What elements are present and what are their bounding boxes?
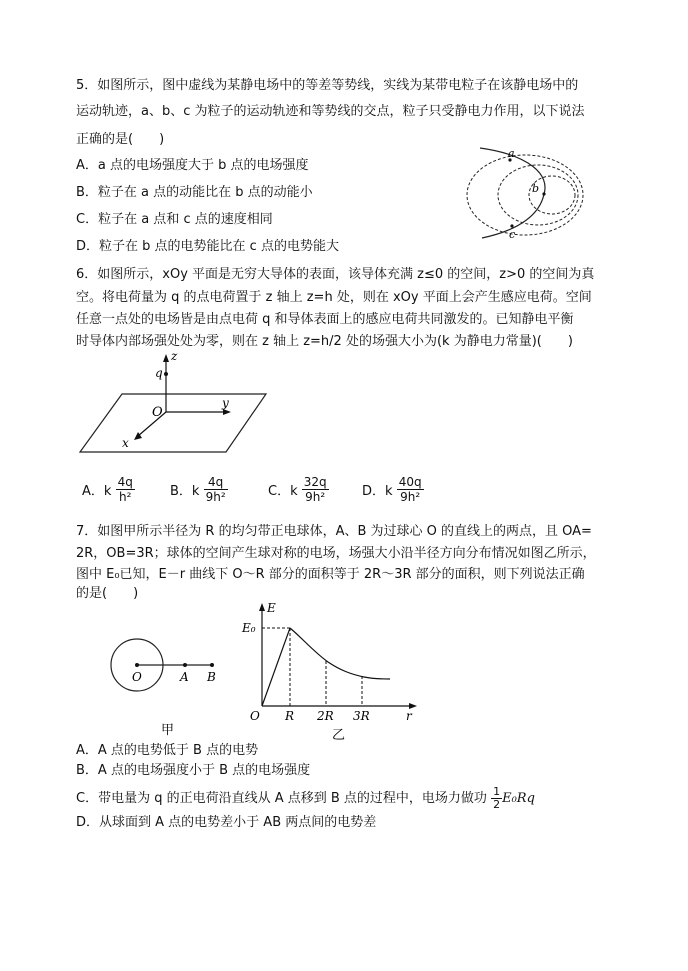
q6-choice-d xyxy=(362,475,424,504)
q6-choice-c-label: C．k xyxy=(268,484,298,499)
q7-option-c xyxy=(76,786,535,811)
point-a-dot xyxy=(183,663,187,667)
q7-option-c-tail: E₀Rq xyxy=(502,791,535,806)
q6-choice-a xyxy=(82,475,135,504)
q7-option-c-text: C．带电量为 q 的正电荷沿直线从 A 点移到 B 点的过程中，电场力做功 xyxy=(76,791,487,806)
origin-label: O xyxy=(250,709,260,723)
q6-stem-line2: 空。将电荷量为 q 的点电荷置于 z 轴上 z=h 处，则在 xOy 平面上会产生感应电荷。空间 xyxy=(76,290,592,305)
q6-choice-b-label: B．k xyxy=(170,484,200,499)
q6-choice-b-fraction: $\frac{4q}{\text{9h²}}$ xyxy=(205,475,226,504)
charge-q-dot xyxy=(164,372,168,376)
q5-figure xyxy=(460,130,600,250)
point-b-dot xyxy=(542,192,545,195)
q6-choice-a-fraction: $\frac{4q}{\text{h²}}$ xyxy=(117,475,133,504)
q6-choice-b xyxy=(170,475,228,504)
q6-choice-c xyxy=(268,475,329,504)
q7-stem-line3: 图中 E₀已知，E－r 曲线下 O～R 部分的面积等于 2R～3R 部分的面积，则下列说法正确 xyxy=(76,567,585,582)
point-b-label: B xyxy=(207,670,216,684)
center-o-label: O xyxy=(132,670,142,684)
point-b-label: b xyxy=(532,182,540,195)
q6-stem-line3: 任意一点处的电场皆是由点电荷 q 和导体表面上的感应电荷共同激发的。已知静电平衡 xyxy=(76,312,574,327)
q7-stem-line2: 2R，OB=3R；球体的空间产生球对称的电场，场强大小沿半径方向分布情况如图乙所示， xyxy=(76,546,596,561)
q6-stem-line4: 时导体内部场强处处为零，则在 z 轴上 z=h/2 处的场强大小为(k 为静电力常量)( ) xyxy=(76,334,573,349)
q7-stem-line1: 7．如图甲所示半径为 R 的均匀带正电球体，A、B 为过球心 O 的直线上的两点，且 OA= xyxy=(76,524,592,539)
point-c-label: c xyxy=(509,228,516,241)
q5-option-c: C．粒子在 a 点和 c 点的速度相同 xyxy=(76,212,273,227)
q5-stem-line1: 5．如图所示，图中虚线为某静电场中的等差等势线，实线为某带电粒子在该静电场中的 xyxy=(76,78,579,93)
q7-option-d: D．从球面到 A 点的电势差小于 AB 两点间的电势差 xyxy=(76,815,377,830)
q6-stem-line1: 6．如图所示，xOy 平面是无穷大导体的表面，该导体充满 z≤0 的空间，z>0 的空间为真 xyxy=(76,267,595,282)
q6-choice-a-label: A．k xyxy=(82,484,112,499)
q6-figure xyxy=(76,350,276,455)
q5-option-d: D．粒子在 b 点的电势能比在 c 点的电势能大 xyxy=(76,239,339,254)
q7-option-c-fraction: $\frac{1}{2}$ xyxy=(493,785,501,811)
y-axis-label: y xyxy=(222,396,229,410)
field-outside-curve xyxy=(290,628,390,679)
z-axis-arrow xyxy=(163,354,169,362)
q6-choice-d-fraction: $\frac{40q}{\text{9h²}}$ xyxy=(398,475,422,504)
figure-yi-caption: 乙 xyxy=(332,728,346,743)
r-axis-label: r xyxy=(406,709,412,723)
q7-option-a: A．A 点的电势低于 B 点的电势 xyxy=(76,743,259,758)
q5-option-a: A．a 点的电场强度大于 b 点的电场强度 xyxy=(76,158,309,173)
origin-label: O xyxy=(152,405,163,420)
q6-choice-d-label: D．k xyxy=(362,484,393,499)
charge-q-label: q xyxy=(155,366,163,380)
e-axis-label: E xyxy=(267,601,276,615)
tick-2r-label: 2R xyxy=(317,709,334,723)
z-axis-label: z xyxy=(171,349,178,363)
point-a-label: A xyxy=(180,670,189,684)
tick-r-label: R xyxy=(285,709,295,723)
q7-figure-jia xyxy=(105,630,235,740)
equipotential-middle xyxy=(498,165,578,225)
e-axis-arrow xyxy=(259,603,265,611)
point-a-label: a xyxy=(508,147,515,160)
q7-option-b: B．A 点的电场强度小于 B 点的电场强度 xyxy=(76,763,311,778)
figure-jia-caption: 甲 xyxy=(161,723,175,738)
tick-3r-label: 3R xyxy=(353,709,370,723)
point-b-dot xyxy=(210,663,214,667)
q7-stem-line4: 的是( ) xyxy=(76,586,139,601)
center-o-dot xyxy=(135,663,139,667)
q5-option-b: B．粒子在 a 点的动能比在 b 点的动能小 xyxy=(76,185,313,200)
field-inside-line xyxy=(262,628,290,706)
q5-stem-line2: 运动轨迹，a、b、c 为粒子的运动轨迹和等势线的交点，粒子只受静电力作用，以下说法 xyxy=(76,104,585,119)
x-axis-label: x xyxy=(122,436,129,450)
conductor-plane xyxy=(80,394,266,452)
q7-figure-yi xyxy=(240,600,420,743)
q5-stem-line3: 正确的是( ) xyxy=(76,132,165,147)
q6-choice-c-fraction: $\frac{32q}{\text{9h²}}$ xyxy=(303,475,327,504)
e0-label: E₀ xyxy=(242,621,256,635)
